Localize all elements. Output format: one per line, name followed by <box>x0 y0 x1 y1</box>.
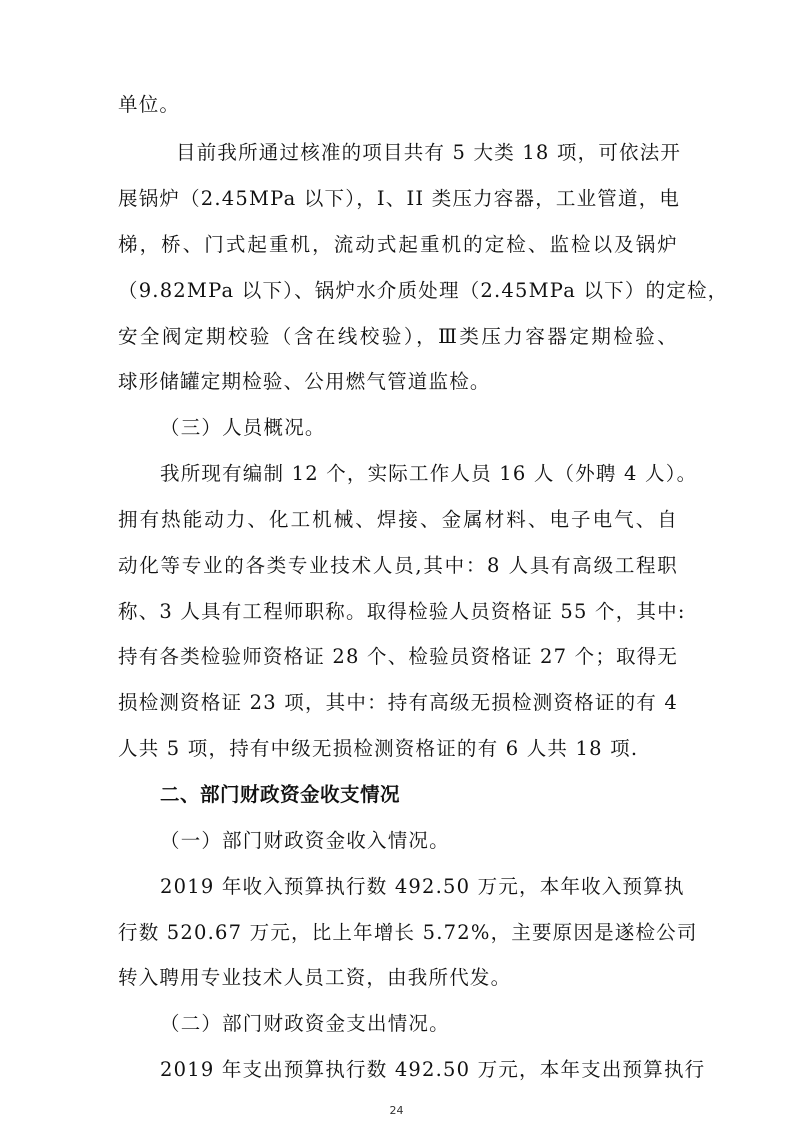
paragraph-line: 人共 5 项，持有中级无损检测资格证的有 6 人共 18 项. <box>118 737 639 760</box>
section-subheading: （一）部门财政资金收入情况。 <box>160 829 450 852</box>
paragraph-line: （9.82MPa 以下）、锅炉水介质处理（2.45MPa 以下）的定检， <box>118 279 729 302</box>
section-subheading: （三）人员概况。 <box>160 416 326 439</box>
paragraph-line: 拥有热能动力、化工机械、焊接、金属材料、电子电气、自 <box>118 508 678 531</box>
section-heading: 二、部门财政资金收支情况 <box>160 783 401 806</box>
paragraph-line: 2019 年支出预算执行数 492.50 万元，本年支出预算执行 <box>160 1058 706 1081</box>
paragraph-line: 单位。 <box>118 93 181 116</box>
paragraph-line: 损检测资格证 23 项，其中：持有高级无损检测资格证的有 4 <box>118 691 678 714</box>
paragraph-line: 持有各类检验师资格证 28 个、检验员资格证 27 个；取得无 <box>118 645 679 668</box>
paragraph-line: 动化等专业的各类专业技术人员,其中：8 人具有高级工程职 <box>118 554 678 577</box>
paragraph-line: 球形储罐定期检验、公用燃气管道监检。 <box>118 370 491 393</box>
page-number: 24 <box>389 1104 404 1117</box>
paragraph-line: 转入聘用专业技术人员工资，由我所代发。 <box>118 966 512 989</box>
paragraph-line: 称、3 人具有工程师职称。取得检验人员资格证 55 个，其中: <box>118 600 686 623</box>
paragraph-line: 2019 年收入预算执行数 492.50 万元，本年收入预算执 <box>160 875 685 898</box>
paragraph-line: 梯，桥、门式起重机，流动式起重机的定检、监检以及锅炉 <box>118 233 678 256</box>
paragraph-line: 行数 520.67 万元，比上年增长 5.72%，主要原因是遂检公司 <box>118 921 698 944</box>
paragraph-line: 安全阀定期校验（含在线校验），Ⅲ类压力容器定期检验、 <box>118 325 678 348</box>
paragraph-line: 展锅炉（2.45MPa 以下），I、II 类压力容器，工业管道，电 <box>118 187 681 210</box>
section-subheading: （二）部门财政资金支出情况。 <box>160 1012 450 1035</box>
paragraph-line: 我所现有编制 12 个，实际工作人员 16 人（外聘 4 人）。 <box>160 462 698 485</box>
paragraph-line: 目前我所通过核准的项目共有 5 大类 18 项，可依法开 <box>176 141 682 164</box>
